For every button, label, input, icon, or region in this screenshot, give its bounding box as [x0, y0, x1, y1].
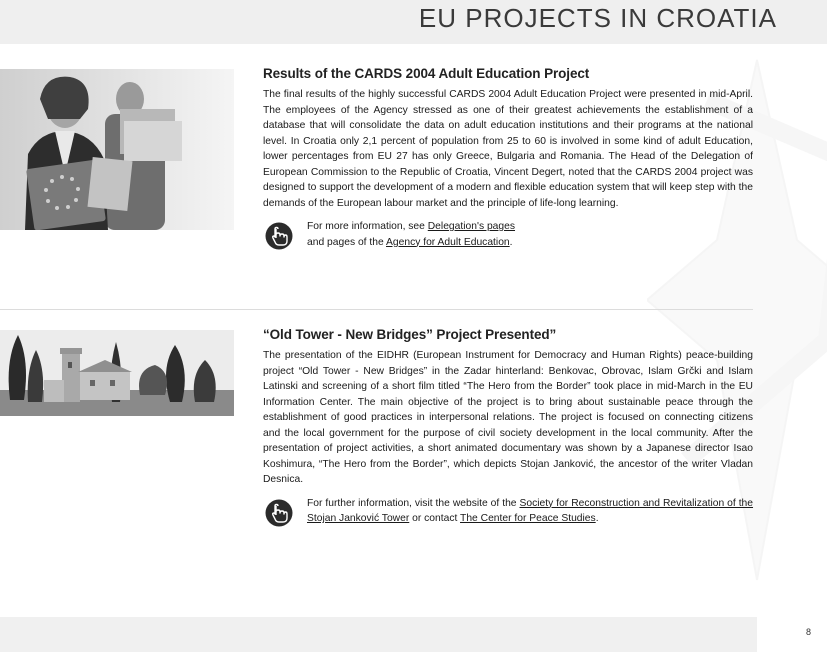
more-info-middle: or contact — [409, 513, 461, 524]
article-cards-2004 — [263, 66, 753, 251]
center-peace-studies-link[interactable]: The Center for Peace Studies — [460, 513, 596, 524]
section-divider — [0, 309, 753, 310]
pointing-hand-icon — [265, 222, 293, 250]
agency-adult-education-link[interactable]: Agency for Adult Education — [386, 236, 510, 248]
more-info-block — [263, 496, 753, 528]
page-title: EU PROJECTS IN CROATIA — [418, 3, 777, 33]
more-info-prefix: For more information, see — [307, 221, 428, 232]
article-1-photo — [0, 69, 234, 230]
delegation-pages-link[interactable]: Delegation's pages — [427, 221, 516, 232]
more-info-block — [263, 219, 753, 251]
more-info-suffix: . — [509, 236, 513, 248]
article-body: The final results of the highly successful CARDS 2004 Adult Education Project were presented in mid-April. The employees of the Agency stressed as one of their greatest achievements the establishment of a database that will consolidate the data on adult education institutions and their programs at the national level. In Croatia only 2,1 percent of population from 25 to 60 is involved in some kind of adult Education, lower percentages from EU 27 has only Greece, Bulgaria and Romania. The Head of the Delegation of European Commission to the Republic of Croatia, Vincent Degert, noted that the CARDS 2004 project was designed to support the development of a modern and flexible education system that will keep step with the demands of the European labour market and the principle of life-long learning. — [263, 89, 753, 209]
more-info-suffix: . — [595, 513, 599, 524]
footer-band — [0, 617, 757, 652]
society-reconstruction-link[interactable]: Society for Reconstruction and Revitalization of the Stojan Janković Tower — [307, 497, 754, 524]
more-info-middle: and pages of the — [307, 236, 387, 248]
more-info-prefix: For further information, visit the website of the — [307, 497, 520, 509]
article-title: “Old Tower - New Bridges” Project Presented” — [263, 327, 557, 342]
article-old-tower — [263, 327, 753, 528]
header-band — [0, 0, 827, 44]
article-2-photo — [0, 330, 234, 416]
article-body: The presentation of the EIDHR (European Instrument for Democracy and Human Rights) peace-building project “Old Tower - New Bridges” in the Zadar hinterland: Benkovac, Obrovac, Islam Grčki and Islam Latinski and screening of a short film titled “The Hero from the Border” took place in mid-March in the EU Information Center. The main objective of the project is to bring about sustainable peace through the establishment of good practices in interpersonal relations. The project is focused on connecting citizens and the local government for the purpose of civil society development in the local community. After the presentation of project activities, a short animated documentary was shown by a Japanese director Isao Koshimura, “The Hero from the Border”, which depicts Stojan Janković, the ancestor of the writer Vladan Desnica. — [263, 350, 753, 485]
page-number: 8 — [805, 627, 811, 637]
article-title: Results of the CARDS 2004 Adult Education Project — [263, 66, 590, 81]
pointing-hand-icon — [265, 499, 293, 527]
